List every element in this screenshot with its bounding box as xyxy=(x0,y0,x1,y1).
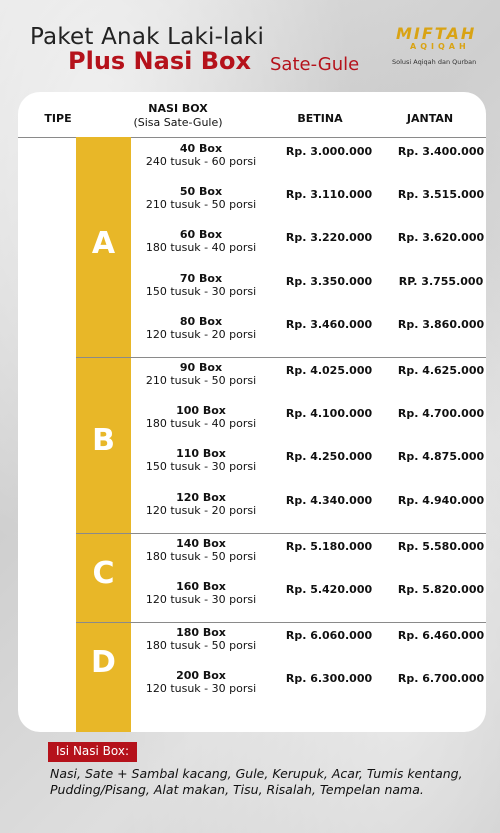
group-letter: D xyxy=(91,645,116,681)
price-betina: Rp. 3.000.000 xyxy=(285,145,373,158)
price-betina: Rp. 4.100.000 xyxy=(285,407,373,421)
page-header xyxy=(0,0,500,92)
price-betina: Rp. 4.340.000 xyxy=(285,493,373,507)
box-count: 40 Box xyxy=(179,142,223,155)
price-table-card xyxy=(18,92,486,732)
price-betina: Rp. 3.350.000 xyxy=(285,274,373,288)
price-jantan: Rp. 5.820.000 xyxy=(397,583,485,596)
table-row xyxy=(131,359,486,399)
price-jantan: Rp. 3.400.000 xyxy=(397,145,485,158)
price-betina: Rp. 4.025.000 xyxy=(285,364,373,377)
price-betina: Rp. 6.300.000 xyxy=(285,672,373,686)
box-count: 180 Box xyxy=(176,626,226,640)
price-jantan: Rp. 3.620.000 xyxy=(397,231,485,245)
header-nasi-box: NASI BOX xyxy=(148,102,208,115)
price-jantan: RP. 3.755.000 xyxy=(398,274,484,288)
box-count: 120 Box xyxy=(176,490,226,504)
table-row xyxy=(131,226,486,266)
price-betina: Rp. 3.220.000 xyxy=(285,231,373,245)
box-count: 50 Box xyxy=(179,185,223,199)
price-betina: Rp. 3.110.000 xyxy=(285,188,373,202)
table-row xyxy=(131,535,486,575)
table-row xyxy=(131,402,486,442)
table-row xyxy=(131,667,486,707)
footer-contents: Nasi, Sate + Sambal kacang, Gule, Kerupuk, Acar, Tumis kentang, Pudding/Pisang, Alat makan, Tisu, Risalah, Tempelan nama. xyxy=(50,766,463,797)
box-count: 80 Box xyxy=(179,314,223,328)
price-jantan: Rp. 4.700.000 xyxy=(397,407,485,421)
header-nasi-box-sub: (Sisa Sate-Gule) xyxy=(133,116,223,129)
box-detail: 180 tusuk - 40 porsi xyxy=(145,241,257,255)
box-count: 100 Box xyxy=(176,404,226,418)
table-row xyxy=(131,489,486,529)
price-jantan: Rp. 4.940.000 xyxy=(397,493,485,507)
table-row xyxy=(131,270,486,310)
group-letter: B xyxy=(92,423,115,459)
box-count: 110 Box xyxy=(176,447,226,461)
price-betina: Rp. 3.460.000 xyxy=(285,317,373,331)
page-subtitle: Sate-Gule xyxy=(270,54,360,75)
logo-sub-text: AQIQAH xyxy=(410,42,470,51)
header-betina: BETINA xyxy=(297,112,343,125)
table-row xyxy=(131,183,486,223)
group-letter: C xyxy=(92,556,115,591)
box-detail: 120 tusuk - 30 porsi xyxy=(145,593,257,606)
box-count: 60 Box xyxy=(179,228,223,242)
footer-label: Isi Nasi Box: xyxy=(48,742,137,762)
box-detail: 180 tusuk - 50 porsi xyxy=(145,549,257,563)
box-detail: 120 tusuk - 30 porsi xyxy=(145,682,257,696)
price-jantan: Rp. 5.580.000 xyxy=(397,539,485,553)
box-detail: 210 tusuk - 50 porsi xyxy=(145,198,257,212)
page-title-line-2: Plus Nasi Box xyxy=(68,47,251,75)
price-betina: Rp. 4.250.000 xyxy=(285,450,373,464)
logo-tagline: Solusi Aqiqah dan Qurban xyxy=(392,58,477,66)
table-row xyxy=(131,578,486,618)
box-detail: 120 tusuk - 20 porsi xyxy=(145,327,257,341)
box-count: 70 Box xyxy=(179,271,223,285)
box-count: 160 Box xyxy=(176,580,226,593)
header-jantan: JANTAN xyxy=(406,112,454,125)
price-jantan: Rp. 4.875.000 xyxy=(397,450,485,464)
box-detail: 150 tusuk - 30 porsi xyxy=(145,284,257,298)
box-count: 140 Box xyxy=(176,536,226,550)
box-detail: 120 tusuk - 20 porsi xyxy=(145,503,257,517)
price-jantan: Rp. 6.460.000 xyxy=(397,629,485,643)
box-detail: 240 tusuk - 60 porsi xyxy=(145,155,257,168)
price-jantan: Rp. 6.700.000 xyxy=(397,672,485,686)
table-row xyxy=(131,140,486,180)
box-detail: 210 tusuk - 50 porsi xyxy=(145,374,257,387)
price-betina: Rp. 5.180.000 xyxy=(285,539,373,553)
price-jantan: Rp. 3.515.000 xyxy=(397,188,485,202)
group-letter: A xyxy=(91,226,116,261)
brand-logo xyxy=(392,24,492,72)
price-betina: Rp. 5.420.000 xyxy=(285,583,373,596)
group-divider xyxy=(76,357,486,358)
logo-main-text: MIFTAH xyxy=(396,24,477,43)
header-tipe: TIPE xyxy=(44,112,72,125)
box-detail: 180 tusuk - 50 porsi xyxy=(145,639,257,653)
box-detail: 180 tusuk - 40 porsi xyxy=(145,417,257,431)
table-row xyxy=(131,313,486,353)
group-divider xyxy=(76,533,486,534)
box-detail: 150 tusuk - 30 porsi xyxy=(145,460,257,474)
price-jantan: Rp. 3.860.000 xyxy=(397,317,485,331)
box-count: 90 Box xyxy=(179,361,223,374)
box-count: 200 Box xyxy=(176,669,226,683)
table-row xyxy=(131,624,486,664)
price-betina: Rp. 6.060.000 xyxy=(285,629,373,643)
price-jantan: Rp. 4.625.000 xyxy=(397,364,485,377)
page-title-line-1: Paket Anak Laki-laki xyxy=(30,24,265,50)
group-divider xyxy=(76,622,486,623)
table-row xyxy=(131,445,486,485)
